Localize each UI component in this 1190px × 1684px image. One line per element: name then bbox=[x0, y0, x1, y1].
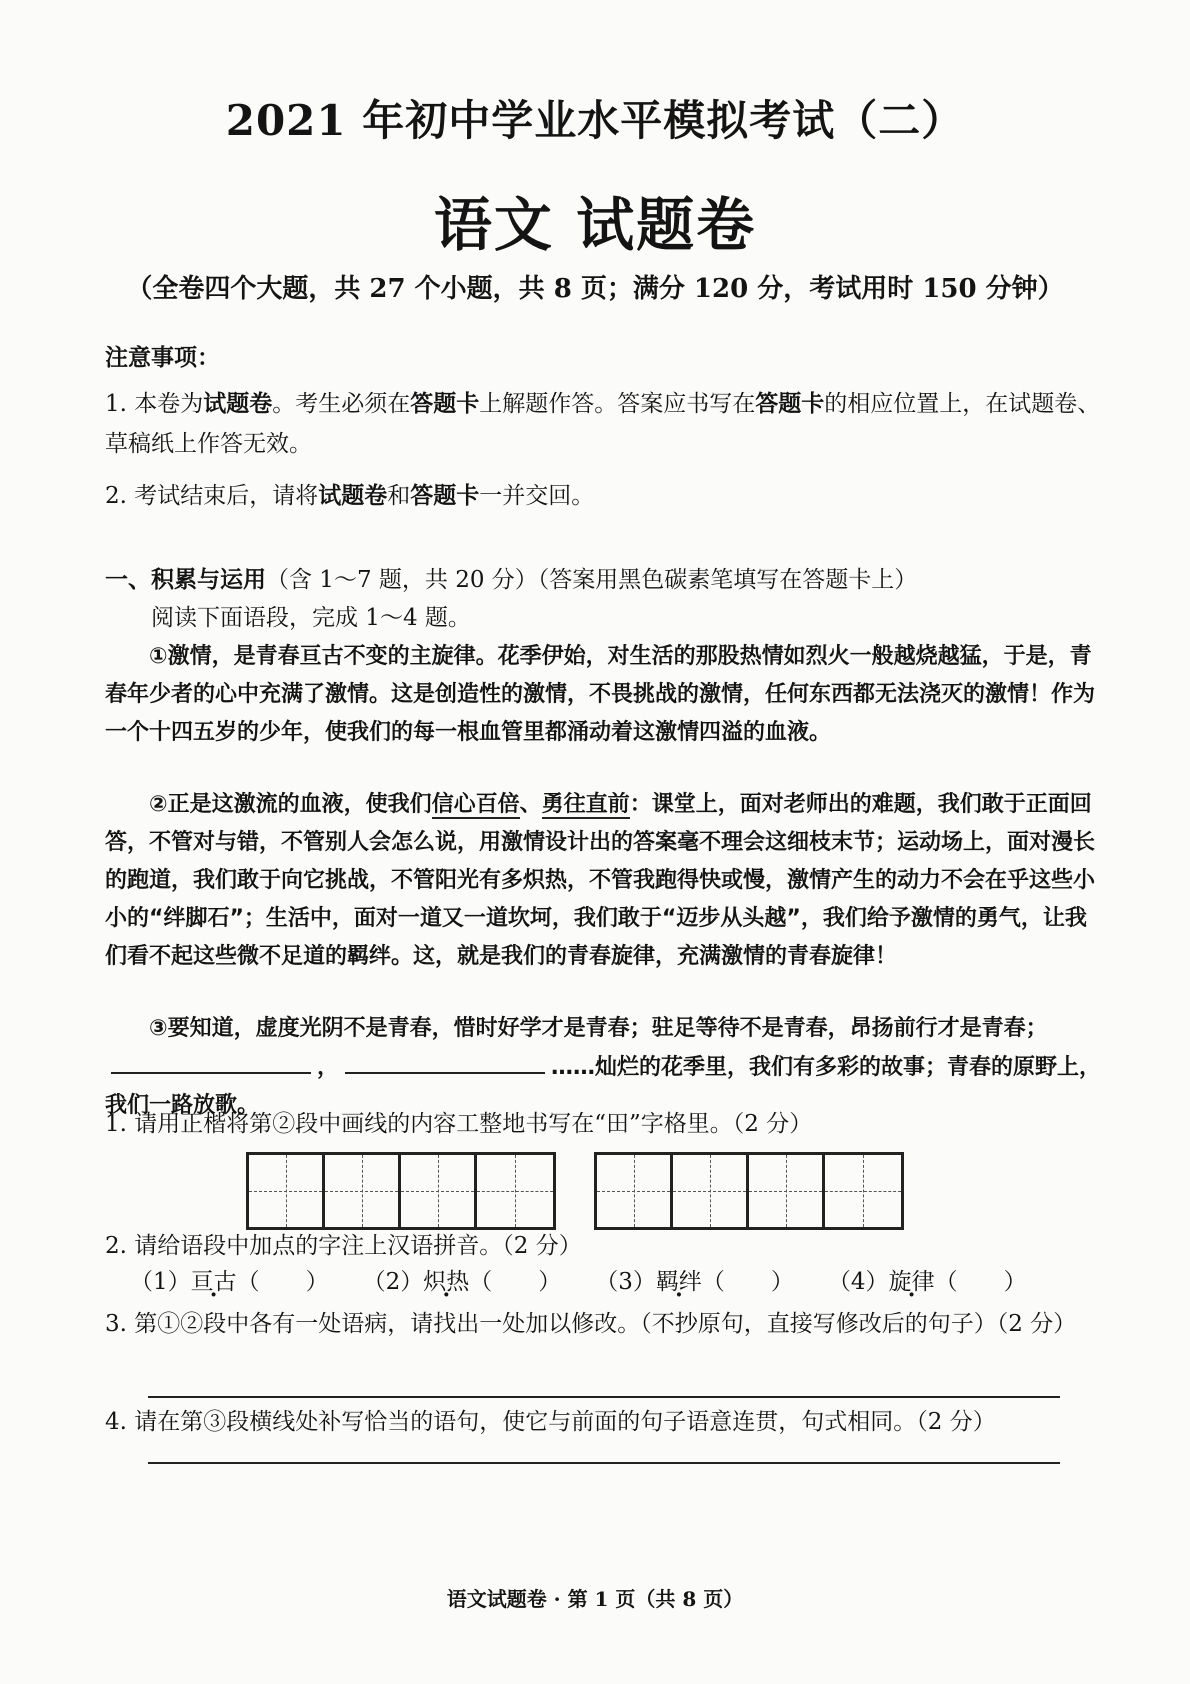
answer-line bbox=[148, 1462, 1060, 1464]
section-heading bbox=[105, 560, 1105, 600]
pinyin-option: （4）旋律（ ） bbox=[827, 1269, 1027, 1295]
question-1: 1. 请用正楷将第②段中画线的内容工整地书写在“田”字格里。（2 分） bbox=[105, 1111, 813, 1137]
section-title: 一、积累与运用 bbox=[105, 566, 266, 593]
tian-grid bbox=[246, 1152, 904, 1230]
notice-item-1: 1. 本卷为试题卷。考生必须在答题卡上解题作答。答案应书写在答题卡的相应位置上，在试题卷、草稿纸上作答无效。 bbox=[105, 390, 1101, 457]
tian-cell[interactable] bbox=[477, 1155, 553, 1227]
answer-line bbox=[148, 1396, 1060, 1398]
exam-title: 2021 年初中学业水平模拟考试（二） bbox=[225, 96, 965, 145]
tian-cell[interactable] bbox=[325, 1155, 401, 1227]
tian-cell[interactable] bbox=[597, 1155, 673, 1227]
underlined-phrase: 勇往直前 bbox=[541, 792, 630, 817]
question-4: 4. 请在第③段横线处补写恰当的语句，使它与前面的句子语意连贯，句式相同。（2 分） bbox=[105, 1409, 996, 1435]
question-2-options bbox=[130, 1262, 1130, 1302]
tian-cell[interactable] bbox=[825, 1155, 901, 1227]
pinyin-option: （1）亘古（ ） bbox=[130, 1269, 329, 1295]
question-3: 3. 第①②段中各有一处语病，请找出一处加以修改。（不抄原句，直接写修改后的句子）（2 分） bbox=[105, 1311, 1077, 1337]
question-2: 2. 请给语段中加点的字注上汉语拼音。（2 分） bbox=[105, 1233, 582, 1259]
pinyin-option: （2）炽热（ ） bbox=[362, 1269, 562, 1295]
notice-heading: 注意事项： bbox=[105, 344, 220, 371]
answer-blank[interactable] bbox=[111, 1048, 311, 1074]
passage-paragraph-3: ③要知道，虚度光阴不是青春，惜时好学才是青春；驻足等待不是青春，昂扬前行才是青春；， ……灿烂的花季里，我们有多彩的故事；青春的原野上，我们一路放歌。 bbox=[105, 1016, 1102, 1118]
page-footer: 语文试题卷 · 第 1 页（共 8 页） bbox=[446, 1587, 744, 1611]
notice-item-number: 2. bbox=[105, 483, 127, 509]
pinyin-option: （3）羁绊（ ） bbox=[595, 1269, 794, 1295]
passage-paragraph-2: ②正是这激流的血液，使我们信心百倍、勇往直前：课堂上，面对老师出的难题，我们敢于正面回答，不管对与错，不管别人会怎么说，用激情设计出的答案毫不理会这细枝末节；运动场上，面对漫长的跑道，我们敢于向它挑战，不管阳光有多炽热，不管我跑得快或慢，激情产生的动力不会在乎这些小小的“绊脚石”；生活中，面对一道又一道坎坷，我们敢于“迈步从头越”，我们给予激情的勇气，让我们看不起这些微不足道的羁绊。这，就是我们的青春旋律，充满激情的青春旋律！ bbox=[105, 792, 1096, 969]
tian-cell[interactable] bbox=[401, 1155, 477, 1227]
tian-cell[interactable] bbox=[749, 1155, 825, 1227]
tian-grid-group bbox=[594, 1152, 904, 1230]
tian-grid-group bbox=[246, 1152, 556, 1230]
subject-title: 语文 试题卷 bbox=[433, 191, 757, 259]
notice-item-number: 1. bbox=[105, 391, 127, 417]
reading-instruction: 阅读下面语段，完成 1～4 题。 bbox=[151, 605, 471, 631]
tian-cell[interactable] bbox=[249, 1155, 325, 1227]
notice-item-2: 2. 考试结束后，请将试题卷和答题卡一并交回。 bbox=[105, 482, 595, 509]
section-note: （含 1～7 题，共 20 分）（答案用黑色碳素笔填写在答题卡上） bbox=[266, 567, 918, 593]
answer-blank[interactable] bbox=[345, 1048, 545, 1074]
passage-paragraph-1: ①激情，是青春亘古不变的主旋律。花季伊始，对生活的那股热情如烈火一般越烧越猛，于是，青春年少者的心中充满了激情。这是创造性的激情，不畏挑战的激情，任何东西都无法浇灭的激情！作为一个十四五岁的少年，使我们的每一根血管里都涌动着这激情四溢的血液。 bbox=[105, 644, 1096, 745]
tian-cell[interactable] bbox=[673, 1155, 749, 1227]
exam-subtitle: （全卷四个大题，共 27 个小题，共 8 页；满分 120 分，考试用时 150 分钟） bbox=[126, 274, 1064, 304]
underlined-phrase: 信心百倍 bbox=[431, 792, 520, 817]
